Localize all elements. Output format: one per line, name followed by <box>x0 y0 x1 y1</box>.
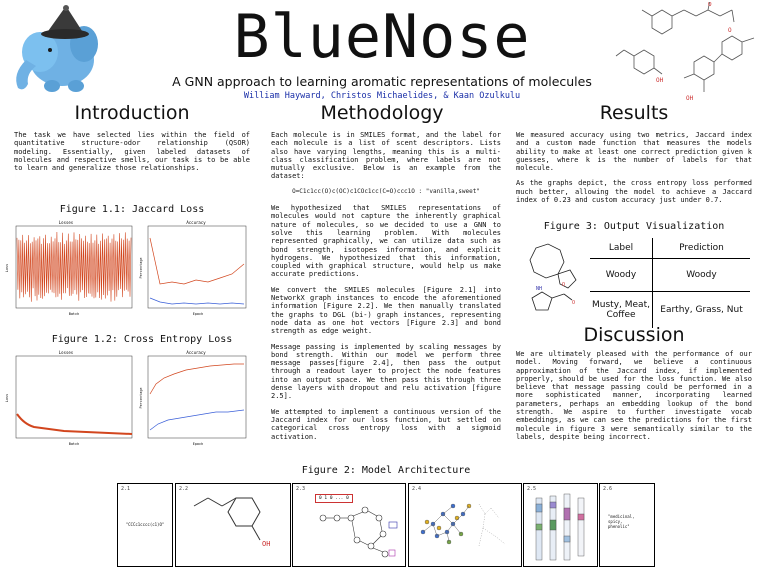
graph-2-3 <box>293 484 405 566</box>
results-text <box>516 131 752 211</box>
fig12-acc-blue <box>150 410 244 430</box>
introduction-text: The task we have selected lies within the field of quantitative structure-odor relationship (QSOR) modeling. Essentially, given labeled datasets of molecules and respective smells, our task is to be able to learn and generalize those relationships. <box>14 131 250 173</box>
results-heading: Results <box>599 102 669 124</box>
panel-oh: OH <box>262 540 271 548</box>
dense-layers-diagram <box>524 484 597 566</box>
fig12-right-title: Accuracy <box>186 350 206 355</box>
arch-panel-2-5 <box>523 483 598 567</box>
discussion-heading: Discussion <box>583 324 685 346</box>
discussion-text: We are ultimately pleased with the performance of our model. Moving forward, we believe a continuous approximation of the Jaccard index, if implemented properly, should be used for the loss function. We also believe that message passing could be performed in a more sophisticated manner, incorporating learned parameters, perhaps an embedding lookup of the bond strength. We aspire to further investigate vocab embeddings, as we can see the predictions for the first molecule in figure 3 were semantically similar to the labels, despite being incorrect. <box>516 350 752 441</box>
methodology-text <box>271 131 501 448</box>
figure-1-2-accuracy-chart <box>138 348 250 448</box>
authors: William Hayward, Christos Michaelides, & Kaan Ozulkulu <box>243 91 521 101</box>
panel-label: 2.5 <box>527 486 537 492</box>
arch-panel-2-1 <box>117 483 173 567</box>
panel-label: 2.2 <box>179 486 189 492</box>
methodology-p2: We hypothesized that SMILES representations of molecules would not capture the inherently graphical nature of molecules, so we decided to use a GNN to solve this learning problem. With molecules represented graphically, we can utilize data such as bond strength, isotopes information, and explicit hydrogens. We hypothesized that this information, coupled with graphical structure, would help us make accurate predictions. <box>271 204 501 279</box>
results-p2: As the graphs depict, the cross entropy loss performed much better, allowing the model to achieve a Jaccard index of 0.23 and custom accuracy just under 0.7. <box>516 179 752 205</box>
svg-text:OH: OH <box>656 77 664 84</box>
fig11-left-title: Losses <box>58 220 74 225</box>
col-label-header: Label <box>590 238 653 259</box>
fig11-right-ylabel: Percentage <box>139 257 143 279</box>
methodology-p3: We convert the SMILES molecules [Figure 2.1] into NetworkX graph instances to encode the aforementioned information [Figure 2.2]. We then manually translated the graphs to DGL (bi-) graph instances, representing node data as one hot vectors [Figure 2.3] and bond strength as edge weight. <box>271 285 501 336</box>
svg-text:O: O <box>708 2 712 8</box>
results-p1: We measured accuracy using two metrics, Jaccard index and a custom made function that measures the models ability to make at least one correct prediction given k guesses, where k is the number of labels for that molecule. <box>516 131 752 173</box>
figure-1-2-loss-chart <box>4 348 134 448</box>
methodology-p5: We attempted to implement a continuous version of the Jaccard index for our loss function, but settled on categorical cross entropy loss with a sigmoid activation. <box>271 407 501 441</box>
table-row <box>590 259 750 292</box>
fig11-acc-red <box>150 238 244 284</box>
arch-panel-2-2 <box>175 483 291 567</box>
figure-1-1-loss-chart <box>4 218 134 318</box>
fig12-loss-line <box>17 414 132 434</box>
methodology-heading: Methodology <box>320 102 444 124</box>
fig12-left-title: Losses <box>58 350 74 355</box>
propylphenol-structure <box>176 484 290 566</box>
panel-label: 2.3 <box>296 486 306 492</box>
figure-2-caption: Figure 2: Model Architecture <box>301 465 471 476</box>
smiles-example: O=C1c1cc(O)c(OC)c1COc1cc(C=O)ccc1O : "vanilla,sweet" <box>292 187 480 195</box>
figure-1-2-caption: Figure 1.2: Cross Entropy Loss <box>51 334 233 345</box>
arch-panel-2-3 <box>292 483 406 567</box>
panel-label: 2.6 <box>603 486 613 492</box>
fig12-left-xlabel: Batch <box>68 442 80 446</box>
svg-text:O: O <box>572 300 576 306</box>
figure-1-1-caption: Figure 1.1: Jaccard Loss <box>59 204 205 215</box>
fig12-left-ylabel: Loss <box>5 393 9 403</box>
fig12-right-xlabel: Epoch <box>192 442 204 446</box>
col-prediction-header: Prediction <box>679 243 724 253</box>
fig12-right-ylabel: Percentage <box>139 387 143 409</box>
panel-smiles: "CCCc1cccc(c1)O" <box>125 522 165 527</box>
fig11-acc-blue <box>150 298 244 304</box>
output-table <box>590 238 750 328</box>
methodology-p1: Each molecule is in SMILES format, and the label for each molecule is a list of scent descriptors. Lists also have varying lengths, meaning this is a multi-class classification problem, where labels are not mutually exclusive. Below is an example from the dataset: <box>271 131 501 181</box>
figure-3-nh-label: NH <box>536 286 543 292</box>
panel-output-labels: "medicinal, spicy, phenolic" <box>608 514 635 529</box>
introduction-heading: Introduction <box>74 102 190 124</box>
panel-label: 2.4 <box>412 486 422 492</box>
table-row <box>590 292 750 329</box>
fig11-left-xlabel: Batch <box>68 312 80 316</box>
methodology-p4: Message passing is implemented by scaling messages by bond strength. Within our model we perform three message passes[figure 2.4], then pass the output through a readout layer to project the node features into an output space. We then pass this through three dense layers with dropout and relu activation [figure 2.5]. <box>271 342 501 401</box>
fig11-right-title: Accuracy <box>186 220 206 225</box>
poster-subtitle: A GNN approach to learning aromatic representations of molecules <box>172 74 592 89</box>
fig11-left-ylabel: Loss <box>5 263 9 273</box>
fig12-acc-red <box>150 364 244 394</box>
fig11-loss-line <box>17 232 131 302</box>
row1-prediction: Woody <box>686 270 717 280</box>
svg-text:O: O <box>728 27 732 34</box>
svg-text:OH: OH <box>686 95 694 102</box>
poster-title: BlueNose <box>233 2 531 72</box>
arch-panel-2-4 <box>408 483 522 567</box>
one-hot-vector: 0 1 0 ... 0 <box>315 494 353 503</box>
figure-3-molecules <box>518 238 588 322</box>
panel-label: 2.1 <box>121 486 131 492</box>
svg-text:O: O <box>562 282 566 288</box>
row2-label: Musty, Meat, Coffee <box>590 292 653 329</box>
fig11-right-xlabel: Epoch <box>192 312 204 316</box>
arch-panel-2-6 <box>599 483 655 567</box>
figure-3-caption: Figure 3: Output Visualization <box>543 221 725 232</box>
figure-1-1-accuracy-chart <box>138 218 250 318</box>
row2-prediction: Earthy, Grass, Nut <box>660 305 743 315</box>
row1-label: Woody <box>590 259 653 292</box>
message-passing-graph <box>409 484 521 566</box>
